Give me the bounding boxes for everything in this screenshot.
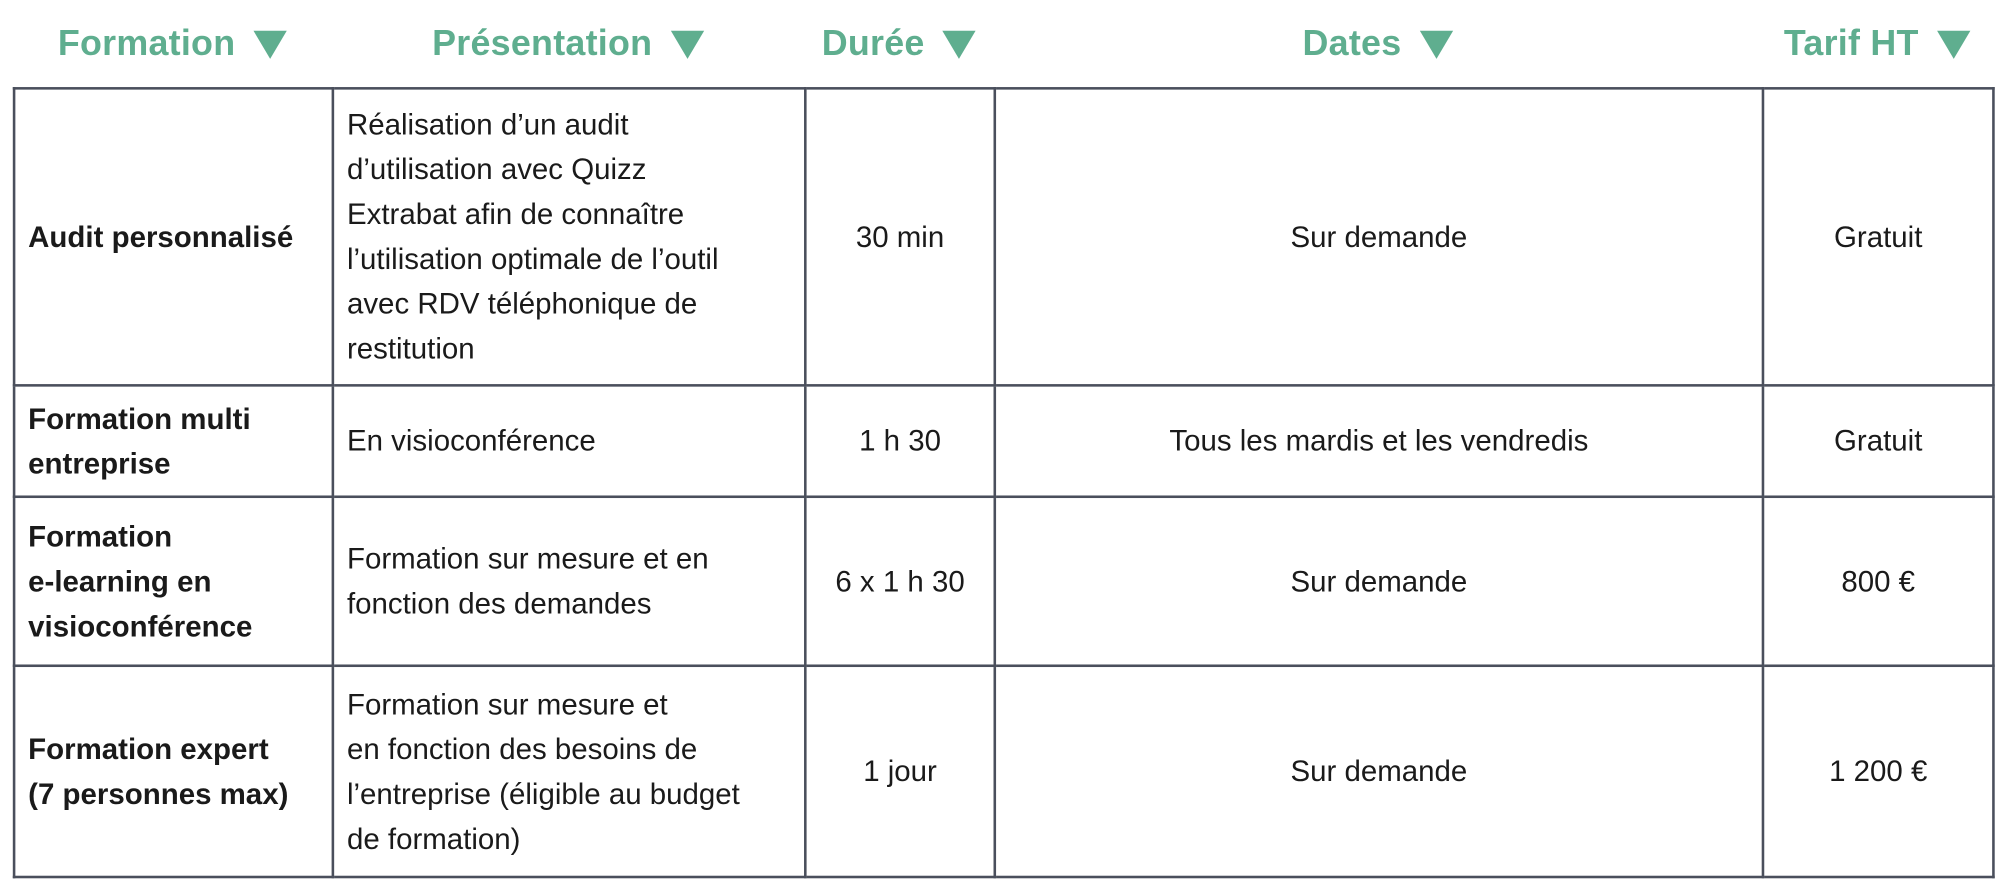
presentation-line: en fonction des besoins de xyxy=(346,731,698,765)
presentation-line: d’utilisation avec Quizz xyxy=(346,152,647,186)
formation-table xyxy=(13,87,1995,878)
header-presentation[interactable] xyxy=(332,18,804,69)
presentation-line: Formation sur mesure et en xyxy=(346,541,709,575)
table-row xyxy=(14,666,1993,877)
presentation-line: restitution xyxy=(346,331,475,365)
cell-dates: Sur demande xyxy=(995,666,1763,877)
presentation-line: l’utilisation optimale de l’outil xyxy=(346,241,719,276)
presentation-line: Extrabat afin de connaître xyxy=(346,197,685,231)
triangle-down-icon[interactable] xyxy=(670,31,703,59)
cell-tarif: 800 € xyxy=(1763,497,1993,666)
header-duree-label: Durée xyxy=(821,23,925,63)
formation-line: entreprise xyxy=(28,446,171,480)
header-dates[interactable] xyxy=(994,18,1762,69)
presentation-line: l’entreprise (éligible au budget xyxy=(346,776,740,810)
triangle-down-icon[interactable] xyxy=(253,31,286,59)
presentation-line: En visioconférence xyxy=(346,423,596,458)
cell-presentation xyxy=(333,385,805,496)
triangle-down-icon[interactable] xyxy=(1937,31,1970,59)
cell-tarif: 1 200 € xyxy=(1763,666,1993,877)
presentation-line: Formation sur mesure et xyxy=(346,686,668,721)
cell-formation xyxy=(14,88,333,385)
formation-line: e-learning en xyxy=(28,563,212,598)
cell-dates: Tous les mardis et les vendredis xyxy=(995,385,1763,496)
presentation-line: avec RDV téléphonique de xyxy=(346,286,698,321)
triangle-down-icon[interactable] xyxy=(1419,31,1452,59)
formation-line: Formation expert xyxy=(28,731,269,765)
presentation-line: Réalisation d’un audit xyxy=(346,107,629,141)
cell-formation xyxy=(14,497,333,666)
header-dates-label: Dates xyxy=(1302,23,1402,63)
cell-formation xyxy=(14,385,333,496)
header-tarif-label: Tarif HT xyxy=(1783,23,1919,63)
presentation-line: fonction des demandes xyxy=(346,586,652,620)
cell-dates: Sur demande xyxy=(995,88,1763,385)
formation-line: Formation multi xyxy=(28,401,251,435)
cell-presentation xyxy=(333,497,805,666)
cell-duree: 1 jour xyxy=(805,666,994,877)
header-tarif[interactable] xyxy=(1762,18,1992,69)
formation-line: Formation xyxy=(28,519,173,553)
cell-duree: 1 h 30 xyxy=(805,385,994,496)
header-formation[interactable] xyxy=(13,18,332,69)
table-row xyxy=(14,88,1993,385)
cell-tarif: Gratuit xyxy=(1763,88,1993,385)
formation-line: visioconférence xyxy=(28,608,253,643)
cell-presentation xyxy=(333,666,805,877)
cell-tarif: Gratuit xyxy=(1763,385,1993,496)
table-row xyxy=(14,497,1993,666)
formation-line: Audit personnalisé xyxy=(28,219,294,253)
cell-formation xyxy=(14,666,333,877)
header-presentation-label: Présentation xyxy=(432,23,653,63)
table-row xyxy=(14,385,1993,496)
triangle-down-icon[interactable] xyxy=(943,31,976,59)
cell-presentation xyxy=(333,88,805,385)
cell-duree: 6 x 1 h 30 xyxy=(805,497,994,666)
cell-dates: Sur demande xyxy=(995,497,1763,666)
header-duree[interactable] xyxy=(804,18,993,69)
presentation-line: de formation) xyxy=(346,821,521,855)
formation-line: (7 personnes max) xyxy=(28,776,289,810)
header-formation-label: Formation xyxy=(57,23,236,63)
cell-duree: 30 min xyxy=(805,88,994,385)
